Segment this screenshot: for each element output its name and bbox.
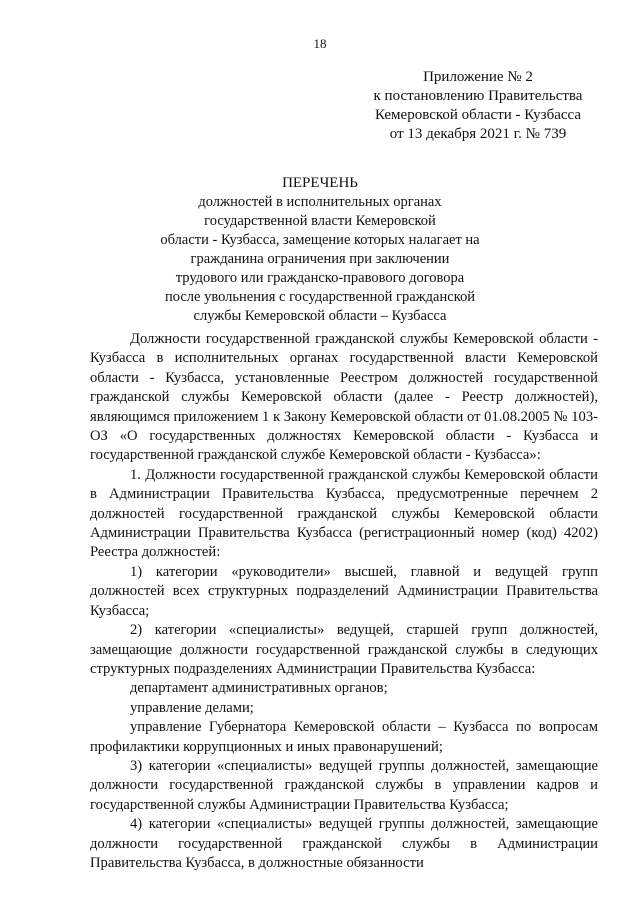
page-number: 18 bbox=[313, 36, 327, 51]
subitem-4-paragraph: 4) категории «специалисты» ведущей группы должностей, замещающие должности государственной гражданской службы в Администрации Правительства Кузбасса, в должностные обязанности bbox=[90, 816, 598, 871]
intro-paragraph: Должности государственной гражданской службы Кемеровской области - Кузбасса в исполнительных органах государственной власти Кемеровской области - Кузбасса, установленные Реестром должностей государственной гражданской службы Кемеровской области (далее - Реестр должностей), являющимся приложением 1 к Закону Кемеровской области от 01.08.2005 № 103-ОЗ «О государственных должностях Кемеровской области - Кузбасса и государственной гражданской службе Кемеровской области - Кузбасса»: bbox=[90, 331, 598, 464]
title-line: должностей в исполнительных органах bbox=[198, 194, 442, 210]
subitem-1-paragraph: 1) категории «руководители» высшей, главной и ведущей групп должностей всех структурных подразделений Администрации Правительства Кузбасса; bbox=[90, 563, 598, 619]
title-heading: ПЕРЕЧЕНЬ bbox=[282, 175, 358, 191]
document-title bbox=[150, 174, 490, 326]
department-line: управление делами; bbox=[130, 699, 254, 716]
subitem-3-paragraph: 3) категории «специалисты» ведущей группы должностей, замещающие должности государственной гражданской службы в управлении кадров и государственной службы Администрации Правительства Кузбасса; bbox=[90, 757, 598, 813]
title-line: государственной власти Кемеровской bbox=[204, 213, 436, 229]
appendix-header bbox=[360, 68, 596, 144]
department-line: управление Губернатора Кемеровской области – Кузбасса по вопросам профилактики коррупционных и иных правонарушений; bbox=[90, 719, 598, 755]
subitem-2-paragraph: 2) категории «специалисты» ведущей, старшей групп должностей, замещающие должности государственной гражданской службы в следующих структурных подразделениях Администрации Правительства Кузбасса: bbox=[90, 622, 598, 677]
appendix-line: Приложение № 2 bbox=[423, 69, 533, 85]
title-line: службы Кемеровской области – Кузбасса bbox=[193, 308, 447, 324]
title-line: области - Кузбасса, замещение которых налагает на bbox=[160, 232, 480, 248]
appendix-line: от 13 декабря 2021 г. № 739 bbox=[389, 126, 567, 142]
appendix-line: к постановлению Правительства bbox=[373, 88, 583, 104]
title-line: после увольнения с государственной гражданской bbox=[164, 289, 476, 305]
document-body bbox=[90, 330, 598, 873]
title-line: гражданина ограничения при заключении bbox=[190, 251, 450, 267]
department-line: департамент административных органов; bbox=[130, 680, 388, 697]
item-1-paragraph: 1. Должности государственной гражданской службы Кемеровской области в Администрации Правительства Кузбасса, предусмотренные перечнем 2 должностей государственной гражданской службы Кемеровской области Администрации Правительства Кузбасса (регистрационный номер (код) 4202) Реестра должностей: bbox=[90, 466, 598, 561]
appendix-line: Кемеровской области - Кузбасса bbox=[374, 107, 582, 123]
title-line: трудового или гражданско-правового договора bbox=[175, 270, 465, 286]
